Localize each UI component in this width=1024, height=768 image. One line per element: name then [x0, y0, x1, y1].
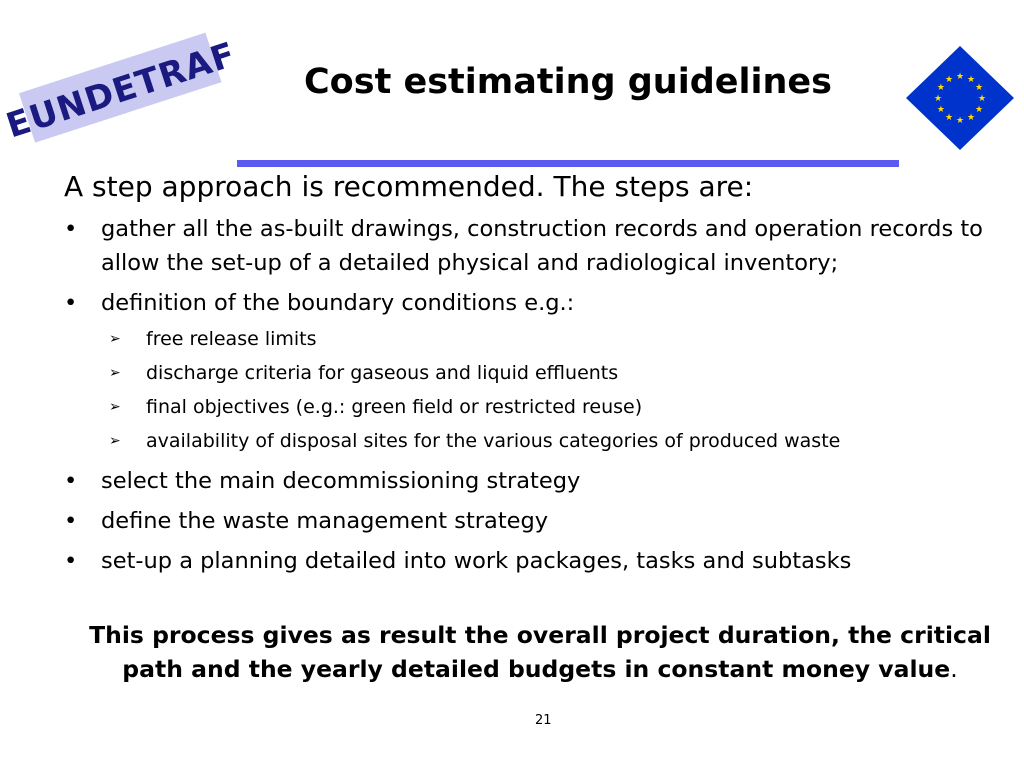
bullet-icon: •: [64, 548, 78, 574]
flag-star-icon: ★: [966, 113, 976, 124]
arrow-bullet-icon: ➢: [109, 399, 121, 415]
intro-text: A step approach is recommended. The steps are:: [64, 170, 754, 203]
flag-star-icon: ★: [933, 94, 943, 104]
flag-star-icon: ★: [944, 74, 954, 85]
bullet-icon: •: [64, 508, 78, 534]
sub-bullet-text: free release limits: [146, 328, 317, 350]
title-underline: [237, 160, 899, 167]
bullet-text: select the main decommissioning strategy: [101, 468, 581, 494]
sub-bullet-item: [109, 424, 1024, 458]
flag-star-icon: ★: [936, 83, 945, 93]
page-number: 21: [535, 713, 552, 728]
sub-bullet-text: discharge criteria for gaseous and liquid effluents: [146, 362, 619, 384]
flag-star-icon: ★: [936, 105, 945, 115]
flag-star-icon: ★: [944, 113, 954, 124]
flag-star-icon: ★: [966, 74, 976, 85]
bullet-item: [64, 464, 1024, 498]
conclusion-bold: This process gives as result the overall project duration, the critical path and the yearly detailed budgets in constant money value: [89, 621, 991, 683]
arrow-bullet-icon: ➢: [109, 331, 121, 347]
sub-bullet-text: final objectives (e.g.: green field or restricted reuse): [146, 396, 643, 418]
bullet-item: [64, 504, 1024, 538]
arrow-bullet-icon: ➢: [109, 433, 121, 449]
bullet-item: [64, 212, 1024, 280]
bullet-list: [64, 212, 1024, 584]
conclusion-period: .: [950, 655, 958, 683]
sub-bullet-item: [109, 322, 1024, 356]
eu-flag-icon: [904, 44, 1016, 152]
flag-star-icon: ★: [975, 105, 984, 115]
eundetraf-logo: [1, 32, 241, 147]
bullet-text: gather all the as-built drawings, construction records and operation records to allow the set-up of a detailed physical and radiological inventory;: [101, 216, 983, 276]
sub-bullet-list: [109, 322, 1024, 458]
flag-star-icon: ★: [955, 72, 965, 82]
bullet-icon: •: [64, 468, 78, 494]
bullet-icon: •: [64, 216, 78, 242]
flag-star-icon: ★: [955, 116, 965, 126]
bullet-item: [64, 544, 1024, 578]
flag-star-icon: ★: [975, 83, 984, 93]
sub-bullet-text: availability of disposal sites for the various categories of produced waste: [146, 430, 841, 452]
svg-text:EUNDETRAF: EUNDETRAF: [1, 34, 241, 147]
bullet-text: set-up a planning detailed into work packages, tasks and subtasks: [101, 548, 852, 574]
flag-star-icon: ★: [977, 94, 987, 104]
arrow-bullet-icon: ➢: [109, 365, 121, 381]
bullet-item: [64, 286, 1024, 458]
page-title: Cost estimating guidelines: [304, 62, 832, 102]
conclusion-text: [66, 618, 1014, 686]
sub-bullet-item: [109, 390, 1024, 424]
bullet-icon: •: [64, 290, 78, 316]
bullet-text: definition of the boundary conditions e.g.:: [101, 290, 575, 316]
sub-bullet-item: [109, 356, 1024, 390]
bullet-text: define the waste management strategy: [101, 508, 549, 534]
